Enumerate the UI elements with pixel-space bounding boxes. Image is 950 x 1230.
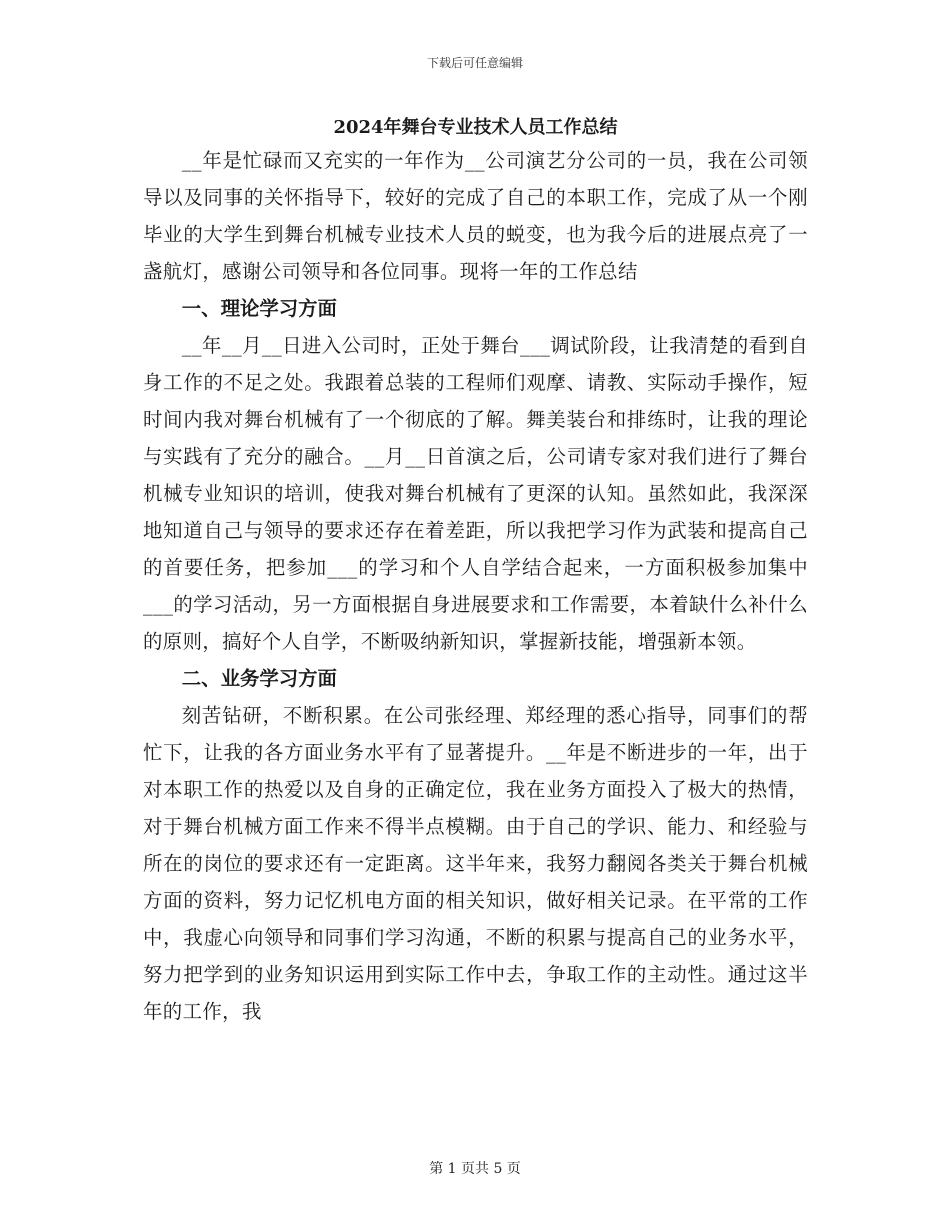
- document-body: [143, 114, 808, 1030]
- section-body-business: 刻苦钻研，不断积累。在公司张经理、郑经理的悉心指导，同事们的帮忙下，让我的各方面业务水平有了显著提升。__年是不断进步的一年，出于对本职工作的热爱以及自身的正确定位，我在业务方面投入了极大的热情，对于舞台机械方面工作来不得半点模糊。由于自己的学识、能力、和经验与所在的岗位的要求还有一定距离。这半年来，我努力翻阅各类关于舞台机械方面的资料，努力记忆机电方面的相关知识，做好相关记录。在平常的工作中，我虚心向领导和同事们学习沟通，不断的积累与提高自己的业务水平，努力把学到的业务知识运用到实际工作中去，争取工作的主动性。通过这半年的工作，我: [143, 704, 808, 1023]
- intro-paragraph: __年是忙碌而又充实的一年作为__公司演艺分公司的一员，我在公司领导以及同事的关怀指导下，较好的完成了自己的本职工作，完成了从一个刚毕业的大学生到舞台机械专业技术人员的蜕变，也为我今后的进展点亮了一盏航灯，感谢公司领导和各位同事。现将一年的工作总结: [143, 149, 808, 283]
- section-heading-business: 二、业务学习方面: [181, 667, 337, 690]
- page-footer: 第 1 页共 5 页: [429, 1161, 521, 1177]
- document-title: 2024年舞台专业技术人员工作总结: [333, 117, 618, 138]
- page-header: 下载后可任意编辑: [426, 56, 523, 70]
- section-body-theory: __年__月__日进入公司时，正处于舞台___调试阶段，让我清楚的看到自身工作的不足之处。我跟着总装的工程师们观摩、请教、实际动手操作，短时间内我对舞台机械有了一个彻底的了解。舞美装台和排练时，让我的理论与实践有了充分的融合。__月__日首演之后，公司请专家对我们进行了舞台机械专业知识的培训，使我对舞台机械有了更深的认知。虽然如此，我深深地知道自己与领导的要求还存在着差距，所以我把学习作为武装和提高自己的首要任务，把参加___的学习和个人自学结合起来，一方面积极参加集中___的学习活动，另一方面根据自身进展要求和工作需要，本着缺什么补什么的原则，搞好个人自学，不断吸纳新知识，掌握新技能，增强新本领。: [143, 334, 808, 653]
- section-heading-theory: 一、理论学习方面: [181, 297, 337, 320]
